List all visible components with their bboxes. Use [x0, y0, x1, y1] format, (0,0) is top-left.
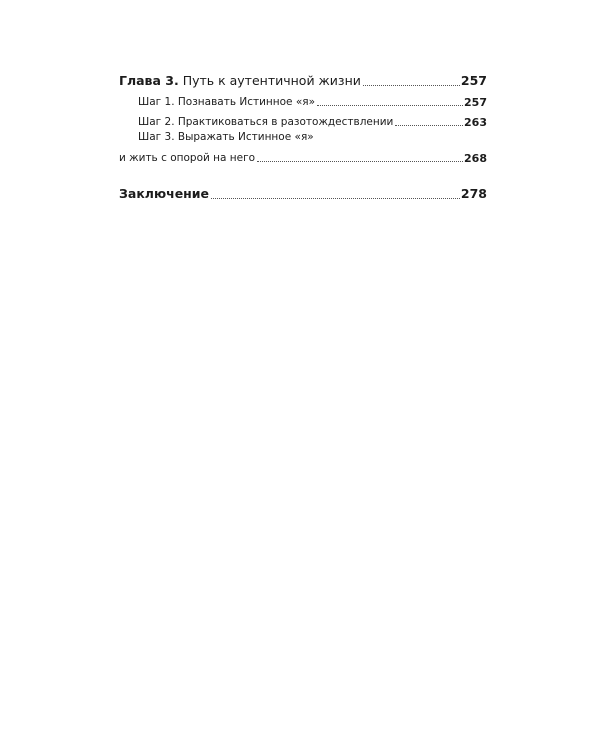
page-number: 263 — [464, 116, 487, 129]
dot-leader — [395, 125, 463, 126]
toc-entry-chapter-3[interactable] — [119, 70, 487, 90]
page-number: 278 — [460, 186, 487, 201]
chapter-title — [119, 72, 361, 90]
dot-leader — [363, 85, 460, 86]
table-of-contents — [119, 70, 487, 203]
section-spacer — [119, 166, 487, 183]
step-title: Шаг 2. Практиковаться в разотождествлении — [138, 116, 394, 128]
step-title-line-2: и жить с опорой на него — [119, 152, 256, 164]
toc-entry-conclusion[interactable] — [119, 183, 487, 203]
page-number: 268 — [464, 152, 487, 165]
chapter-prefix: Глава 3. — [119, 73, 179, 88]
dot-leader — [257, 161, 463, 162]
toc-entry-step-1[interactable] — [119, 90, 487, 110]
page-number: 257 — [460, 73, 487, 88]
dot-leader — [317, 105, 463, 106]
step-title: Шаг 1. Познавать Истинное «я» — [138, 96, 316, 108]
dot-leader — [211, 198, 460, 199]
step-title-line-1: Шаг 3. Выражать Истинное «я» — [138, 131, 314, 143]
chapter-name: Путь к аутентичной жизни — [182, 73, 361, 88]
toc-entry-step-2[interactable] — [119, 110, 487, 130]
toc-entry-step-3[interactable] — [119, 130, 487, 166]
conclusion-title: Заключение — [119, 186, 210, 201]
page-number: 257 — [464, 96, 487, 109]
